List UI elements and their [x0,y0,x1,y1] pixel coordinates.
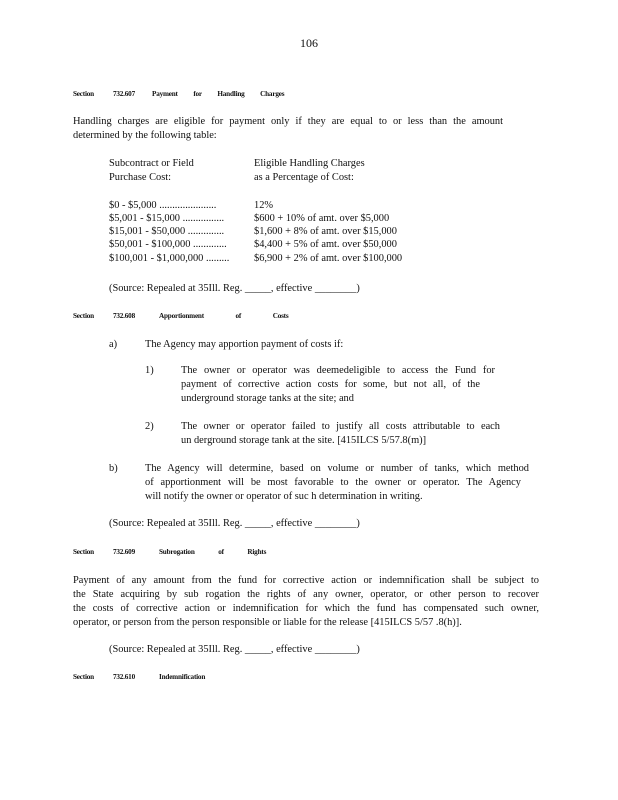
list-item-text: The Agency may apportion payment of costs if: [145,339,344,350]
paragraph-line: the State acquiring by sub rogation the rights of any owner, operator, or other person to recover [73,589,539,600]
section-label: Section [73,90,94,98]
table-cell-charge: 12% [254,200,274,211]
table-cell-range: $0 - $5,000 ...................... [109,200,217,211]
section-label: Section [73,312,94,320]
table-column-header: Subcontract or Field [109,158,194,169]
list-item-line: of apportionment will be most favorable to the owner or operator. The Agency [145,477,521,488]
page-number: 106 [300,36,318,50]
source-note: (Source: Repealed at 35Ill. Reg. _____, effective ________) [109,518,360,529]
list-item-label: b) [109,463,118,474]
section-number: 732.610 [113,673,135,681]
intro-line: Handling charges are eligible for payment only if they are equal to or less than the amount [73,116,503,127]
table-cell-charge: $6,900 + 2% of amt. over $100,000 [254,253,403,264]
sublist-item-line: The owner or operator was deemedeligible to access the Fund for [181,365,495,376]
table-column-header: Purchase Cost: [109,172,172,183]
list-item-line: The Agency will determine, based on volume or number of tanks, which method [145,463,529,474]
section-number: 732.607 [113,90,135,98]
section-number: 732.609 [113,548,135,556]
table-column-header: as a Percentage of Cost: [254,172,354,183]
section-title: Apportionment of Costs [159,312,289,320]
section-title: Payment for Handling Charges [152,90,285,98]
table-cell-charge: $4,400 + 5% of amt. over $50,000 [254,239,397,250]
source-note: (Source: Repealed at 35Ill. Reg. _____, effective ________) [109,283,360,294]
section-label: Section [73,673,94,681]
section-title: Indemnification [159,673,206,681]
table-cell-range: $50,001 - $100,000 ............. [109,239,227,250]
section-label: Section [73,548,94,556]
sublist-item-line: payment of corrective action costs for some, but not all, of the [181,379,480,390]
sublist-item-line: The owner or operator failed to justify all costs attributable to each [181,421,500,432]
sublist-item-label: 2) [145,421,154,432]
table-column-header: Eligible Handling Charges [254,158,365,169]
list-item-label: a) [109,339,118,350]
table-cell-range: $5,001 - $15,000 ................ [109,213,225,224]
table-cell-charge: $600 + 10% of amt. over $5,000 [254,213,390,224]
table-cell-range: $15,001 - $50,000 .............. [109,226,225,237]
paragraph-line: operator, or person from the person responsible or liable for the release [415ILCS 5/57 .8(h)]. [73,617,462,628]
table-cell-charge: $1,600 + 8% of amt. over $15,000 [254,226,397,237]
intro-line: determined by the following table: [73,130,217,141]
paragraph-line: Payment of any amount from the fund for corrective action or indemnification shall be subject to [73,575,539,586]
section-title: Subrogation of Rights [159,548,267,556]
section-number: 732.608 [113,312,135,320]
table-cell-range: $100,001 - $1,000,000 ......... [109,253,230,264]
source-note: (Source: Repealed at 35Ill. Reg. _____, effective ________) [109,644,360,655]
sublist-item-line: underground storage tanks at the site; and [181,393,354,404]
list-item-line: will notify the owner or operator of suc h determination in writing. [145,491,423,502]
sublist-item-line: un derground storage tank at the site. [415ILCS 5/57.8(m)] [181,435,427,446]
paragraph-line: the costs of corrective action or indemnification for which the fund has compensated such owner, [73,603,539,614]
sublist-item-label: 1) [145,365,154,376]
